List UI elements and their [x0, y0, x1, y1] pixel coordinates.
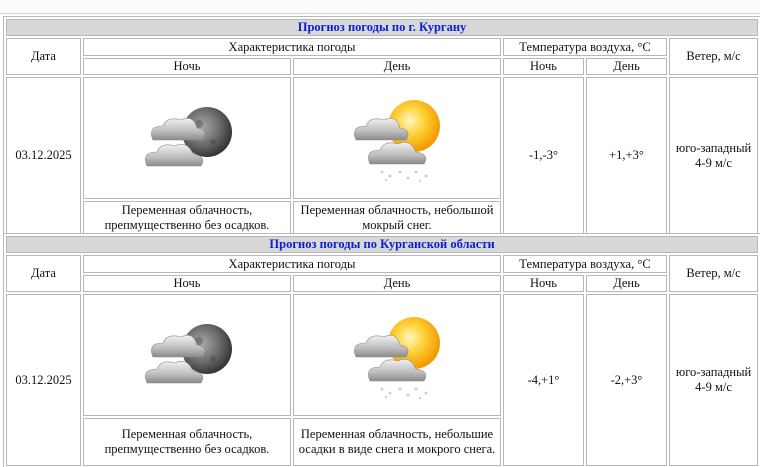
night-weather-cell — [83, 294, 291, 416]
temp-night-header: Ночь — [503, 58, 584, 75]
day-weather-cell — [293, 294, 501, 416]
characteristic-header: Характеристика погоды — [83, 255, 501, 273]
top-strip — [0, 0, 760, 14]
section-title[interactable]: Прогноз погоды по г. Кургану — [6, 19, 758, 36]
date-header: Дата — [6, 255, 81, 292]
date-header: Дата — [6, 38, 81, 75]
forecast-date: 03.12.2025 — [6, 294, 81, 466]
sun-clouds-snow-icon — [342, 309, 452, 401]
moon-clouds-icon — [137, 98, 237, 178]
day-description: Переменная облачность, небольшие осадки в виде снега и мокрого снега. — [293, 418, 501, 466]
night-description: Переменная облачность, препмущественно без осадков. — [83, 201, 291, 234]
temperature-header: Температура воздуха, °С — [503, 255, 667, 273]
section-title[interactable]: Прогноз погоды по Курганской области — [6, 236, 758, 253]
day-description: Переменная облачность, небольшой мокрый снег. — [293, 201, 501, 234]
moon-clouds-icon — [137, 315, 237, 395]
temp-night-header: Ночь — [503, 275, 584, 292]
forecast-table-kurgan-region — [3, 233, 760, 467]
temp-day-header: День — [586, 275, 667, 292]
temp-day-header: День — [586, 58, 667, 75]
temperature-header: Температура воздуха, °С — [503, 38, 667, 56]
sun-clouds-snow-icon — [342, 92, 452, 184]
temp-day-value: +1,+3° — [586, 77, 667, 234]
night-header: Ночь — [83, 275, 291, 292]
temp-night-value: -4,+1° — [503, 294, 584, 466]
temp-day-value: -2,+3° — [586, 294, 667, 466]
day-weather-cell — [293, 77, 501, 199]
day-header: День — [293, 275, 501, 292]
forecast-date: 03.12.2025 — [6, 77, 81, 234]
night-weather-cell — [83, 77, 291, 199]
temp-night-value: -1,-3° — [503, 77, 584, 234]
night-description: Переменная облачность, препмущественно без осадков. — [83, 418, 291, 466]
forecast-table-kurgan — [3, 16, 760, 237]
characteristic-header: Характеристика погоды — [83, 38, 501, 56]
wind-header: Ветер, м/с — [669, 38, 758, 75]
day-header: День — [293, 58, 501, 75]
wind-value: юго-западный 4-9 м/с — [669, 294, 758, 466]
wind-header: Ветер, м/с — [669, 255, 758, 292]
night-header: Ночь — [83, 58, 291, 75]
wind-value: юго-западный 4-9 м/с — [669, 77, 758, 234]
